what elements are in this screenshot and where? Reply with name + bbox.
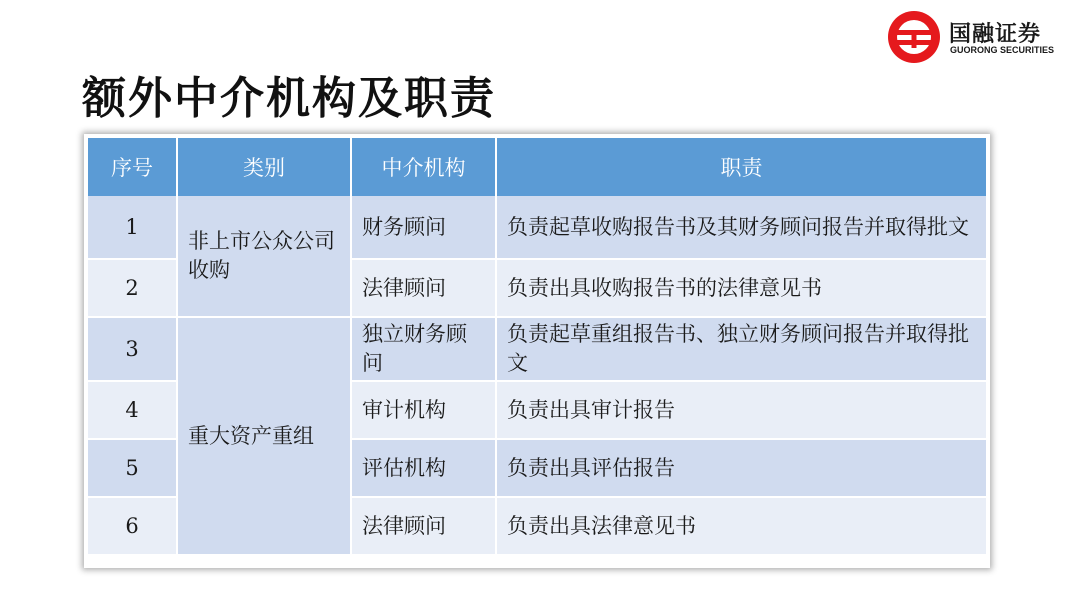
row-category: 非上市公众公司收购 bbox=[177, 196, 351, 317]
row-number: 6 bbox=[88, 497, 177, 555]
row-number: 3 bbox=[88, 317, 177, 381]
row-agency: 法律顾问 bbox=[351, 259, 496, 317]
row-number: 1 bbox=[88, 196, 177, 259]
row-duty: 负责出具审计报告 bbox=[496, 381, 986, 439]
row-category: 重大资产重组 bbox=[177, 317, 351, 555]
guorong-logo-icon bbox=[887, 10, 941, 64]
row-agency: 财务顾问 bbox=[351, 196, 496, 259]
row-duty: 负责出具法律意见书 bbox=[496, 497, 986, 555]
row-duty: 负责出具评估报告 bbox=[496, 439, 986, 497]
row-agency: 审计机构 bbox=[351, 381, 496, 439]
logo-name-cn: 国融证券 bbox=[949, 22, 1042, 47]
row-duty: 负责起草收购报告书及其财务顾问报告并取得批文 bbox=[496, 196, 986, 259]
table-row bbox=[88, 196, 986, 259]
logo-name-en: GUORONG SECURITIES bbox=[950, 45, 1055, 55]
table-row bbox=[88, 317, 986, 381]
header-agency: 中介机构 bbox=[351, 138, 496, 196]
header-duty: 职责 bbox=[496, 138, 986, 196]
row-number: 2 bbox=[88, 259, 177, 317]
row-duty: 负责起草重组报告书、独立财务顾问报告并取得批文 bbox=[496, 317, 986, 381]
row-number: 4 bbox=[88, 381, 177, 439]
header-number: 序号 bbox=[88, 138, 177, 196]
header-category: 类别 bbox=[177, 138, 351, 196]
row-agency: 独立财务顾问 bbox=[351, 317, 496, 381]
row-agency: 评估机构 bbox=[351, 439, 496, 497]
row-duty: 负责出具收购报告书的法律意见书 bbox=[496, 259, 986, 317]
table-header-row bbox=[88, 138, 986, 196]
row-number: 5 bbox=[88, 439, 177, 497]
company-logo bbox=[887, 8, 1073, 62]
page-title: 额外中介机构及职责 bbox=[82, 73, 496, 124]
responsibility-table bbox=[84, 134, 990, 568]
row-agency: 法律顾问 bbox=[351, 497, 496, 555]
